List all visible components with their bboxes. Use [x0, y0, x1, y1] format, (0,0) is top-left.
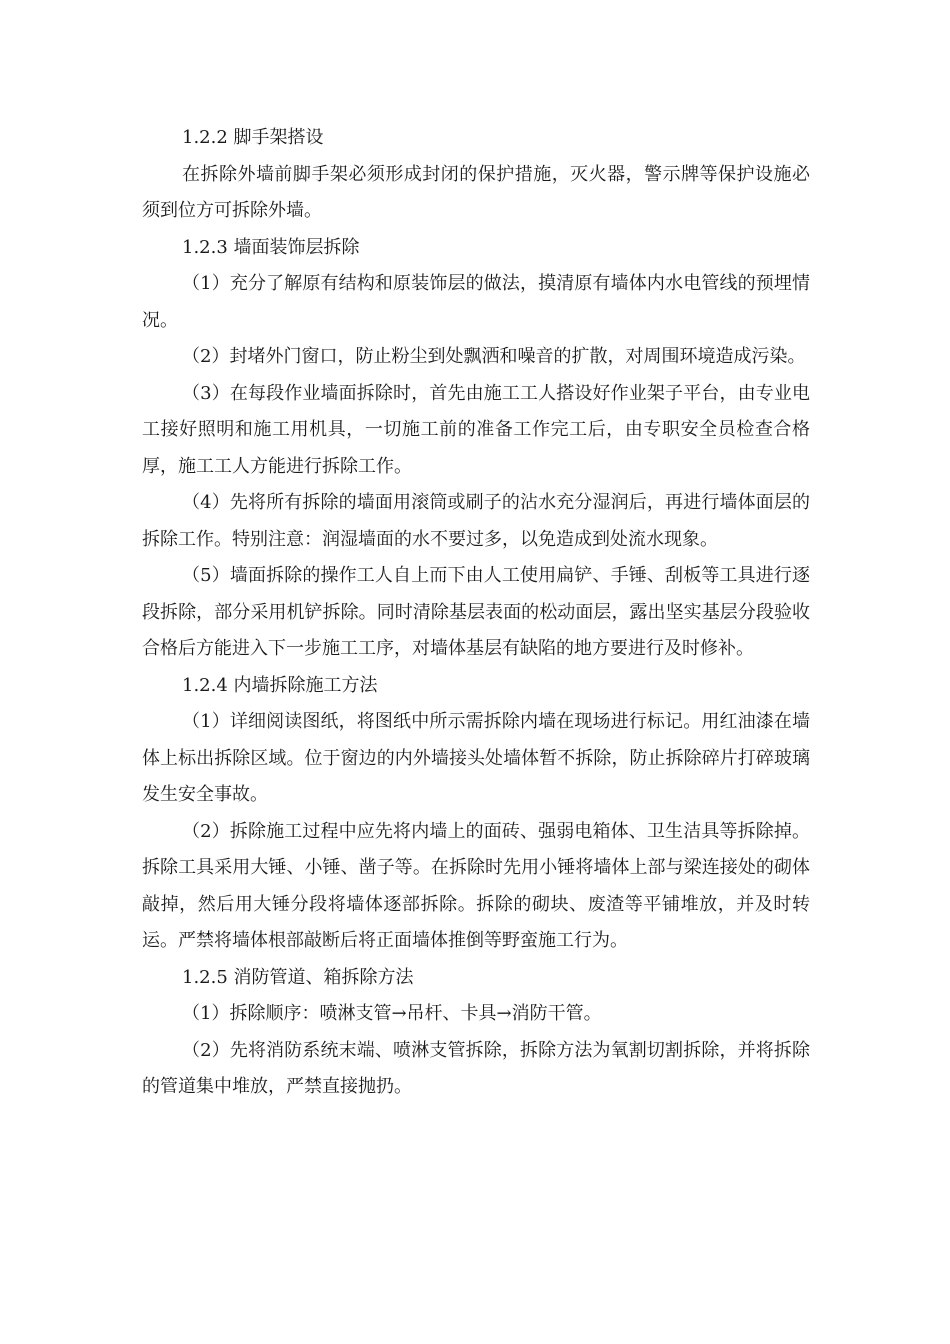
- paragraph: （2）封堵外门窗口，防止粉尘到处飘洒和噪音的扩散，对周围环境造成污染。: [182, 346, 806, 367]
- paragraph: 在拆除外墙前脚手架必须形成封闭的保护措施，灭火器，警示牌等保护设施必须到位方可拆除外墙。: [142, 163, 810, 221]
- paragraph: （5）墙面拆除的操作工人自上而下由人工使用扁铲、手锤、刮板等工具进行逐段拆除，部分采用机铲拆除。同时清除基层表面的松动面层，露出坚实基层分段验收合格后方能进入下一步施工工序，对墙体基层有缺陷的地方要进行及时修补。: [142, 565, 810, 659]
- paragraph: （4）先将所有拆除的墙面用滚筒或刷子的沾水充分湿润后，再进行墙体面层的拆除工作。特别注意：润湿墙面的水不要过多，以免造成到处流水现象。: [142, 492, 810, 550]
- section-heading-1-2-4: 1.2.4 内墙拆除施工方法: [182, 674, 378, 696]
- paragraph: （2）先将消防系统末端、喷淋支管拆除，拆除方法为氧割切割拆除，并将拆除的管道集中堆放，严禁直接抛扔。: [142, 1039, 810, 1097]
- section-heading-1-2-3: 1.2.3 墙面装饰层拆除: [182, 236, 360, 258]
- section-heading-1-2-5: 1.2.5 消防管道、箱拆除方法: [182, 966, 414, 988]
- paragraph: （3）在每段作业墙面拆除时，首先由施工工人搭设好作业架子平台，由专业电工接好照明和施工用机具，一切施工前的准备工作完工后，由专职安全员检查合格厚，施工工人方能进行拆除工作。: [142, 382, 810, 477]
- paragraph: （2）拆除施工过程中应先将内墙上的面砖、强弱电箱体、卫生洁具等拆除掉。拆除工具采用大锤、小锤、凿子等。在拆除时先用小锤将墙体上部与梁连接处的砌体敲掉，然后用大锤分段将墙体逐部拆除。拆除的砌块、废渣等平铺堆放，并及时转运。严禁将墙体根部敲断后将正面墙体推倒等野蛮施工行为。: [142, 820, 810, 951]
- paragraph: （1）充分了解原有结构和原装饰层的做法，摸清原有墙体内水电管线的预埋情况。: [142, 273, 810, 331]
- document-body: [142, 120, 810, 1106]
- section-heading-1-2-2: 1.2.2 脚手架搭设: [182, 127, 324, 148]
- paragraph: （1）拆除顺序：喷淋支管→吊杆、卡具→消防干管。: [182, 1003, 602, 1024]
- paragraph: （1）详细阅读图纸，将图纸中所示需拆除内墙在现场进行标记。用红油漆在墙体上标出拆除区域。位于窗边的内外墙接头处墙体暂不拆除，防止拆除碎片打碎玻璃发生安全事故。: [142, 711, 810, 805]
